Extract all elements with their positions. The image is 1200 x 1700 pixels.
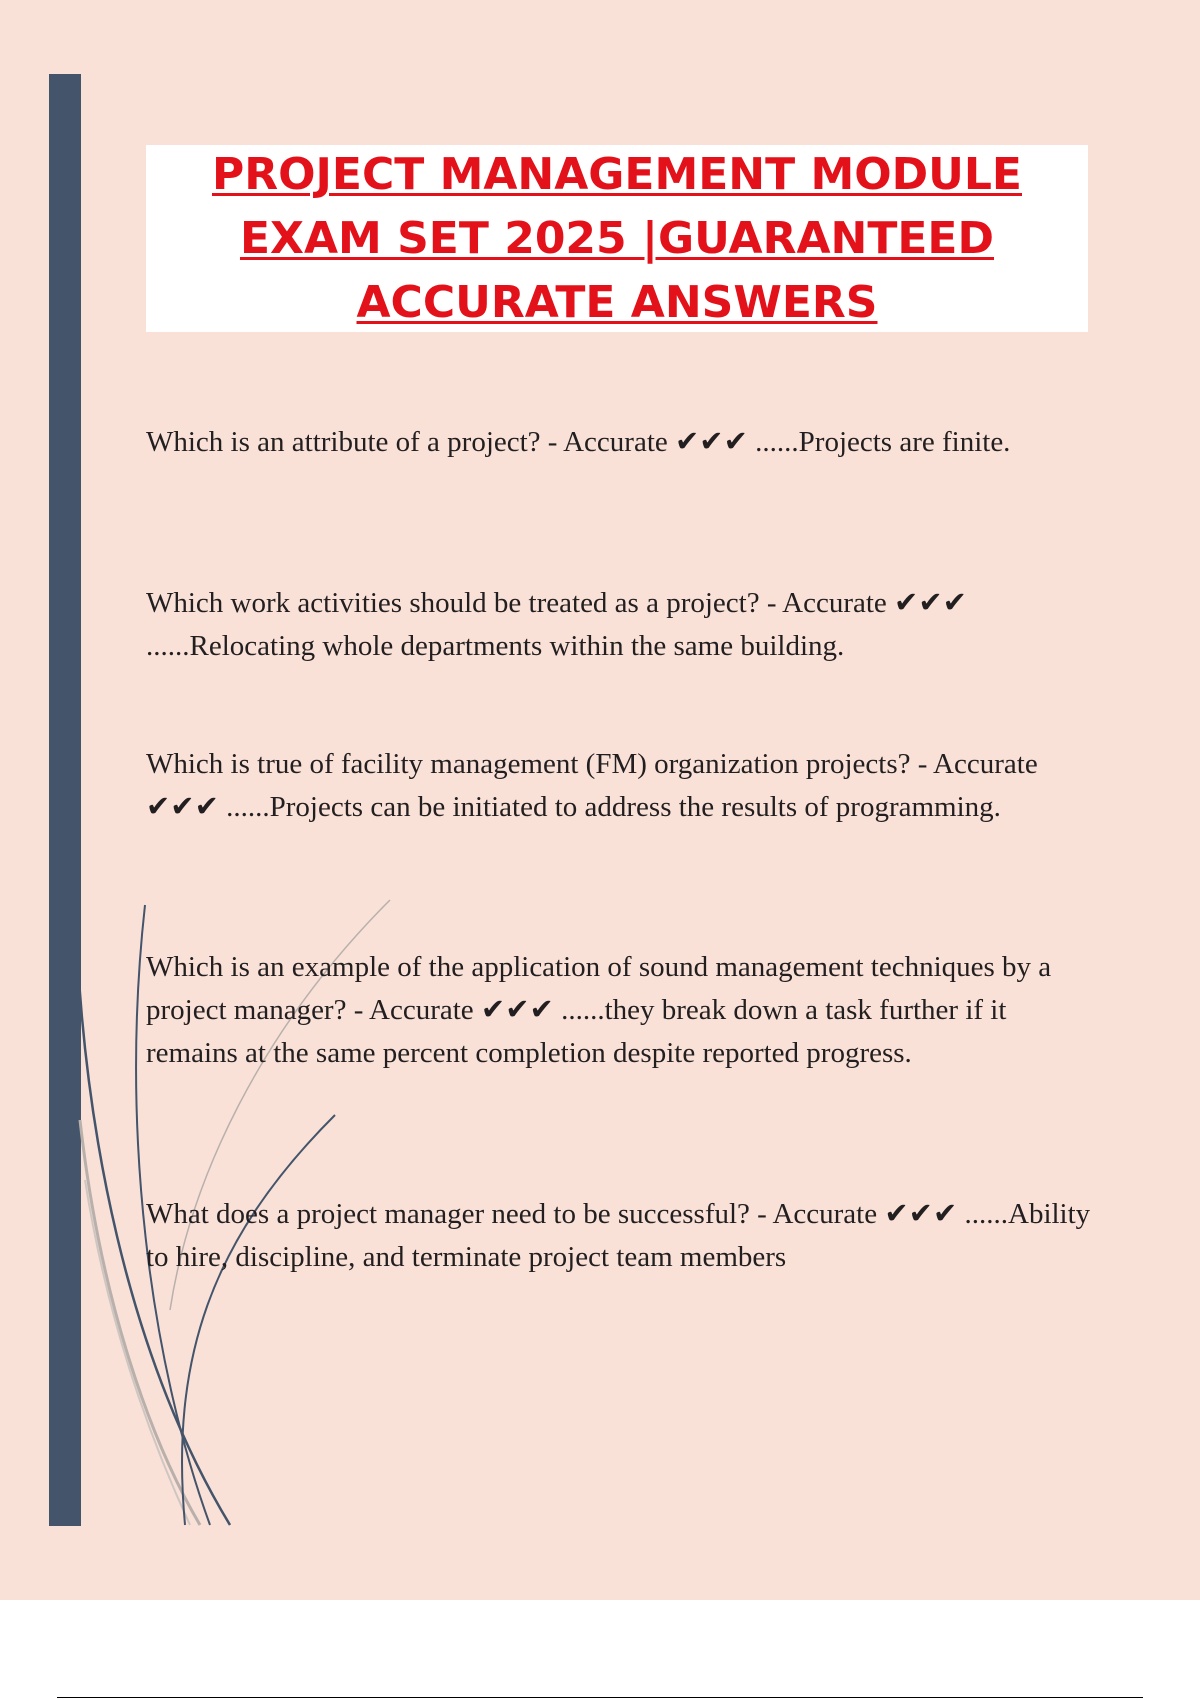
title-box xyxy=(146,145,1088,332)
qa-item-1: Which is an attribute of a project? - Accurate ✔✔✔ ......Projects are finite. xyxy=(146,426,1011,458)
qa-item-5: What does a project manager need to be successful? - Accurate ✔✔✔ ......Ability to hire, discipline, and terminate project team members xyxy=(146,1198,1091,1273)
qa-item-4: Which is an example of the application of sound management techniques by a project manager? - Accurate ✔✔✔ ......they break down a task further if it remains at the same percent completion despite reported progress. xyxy=(146,951,1052,1069)
footer-divider xyxy=(57,1697,1143,1698)
document-title: PROJECT MANAGEMENT MODULE EXAM SET 2025 |GUARANTEED ACCURATE ANSWERS xyxy=(211,148,1022,328)
qa-item-3: Which is true of facility management (FM) organization projects? - Accurate ✔✔✔ ......Projects can be initiated to address the results of programming. xyxy=(146,748,1038,823)
qa-item-2: Which work activities should be treated as a project? - Accurate ✔✔✔ ......Relocating whole departments within the same building. xyxy=(146,587,967,662)
